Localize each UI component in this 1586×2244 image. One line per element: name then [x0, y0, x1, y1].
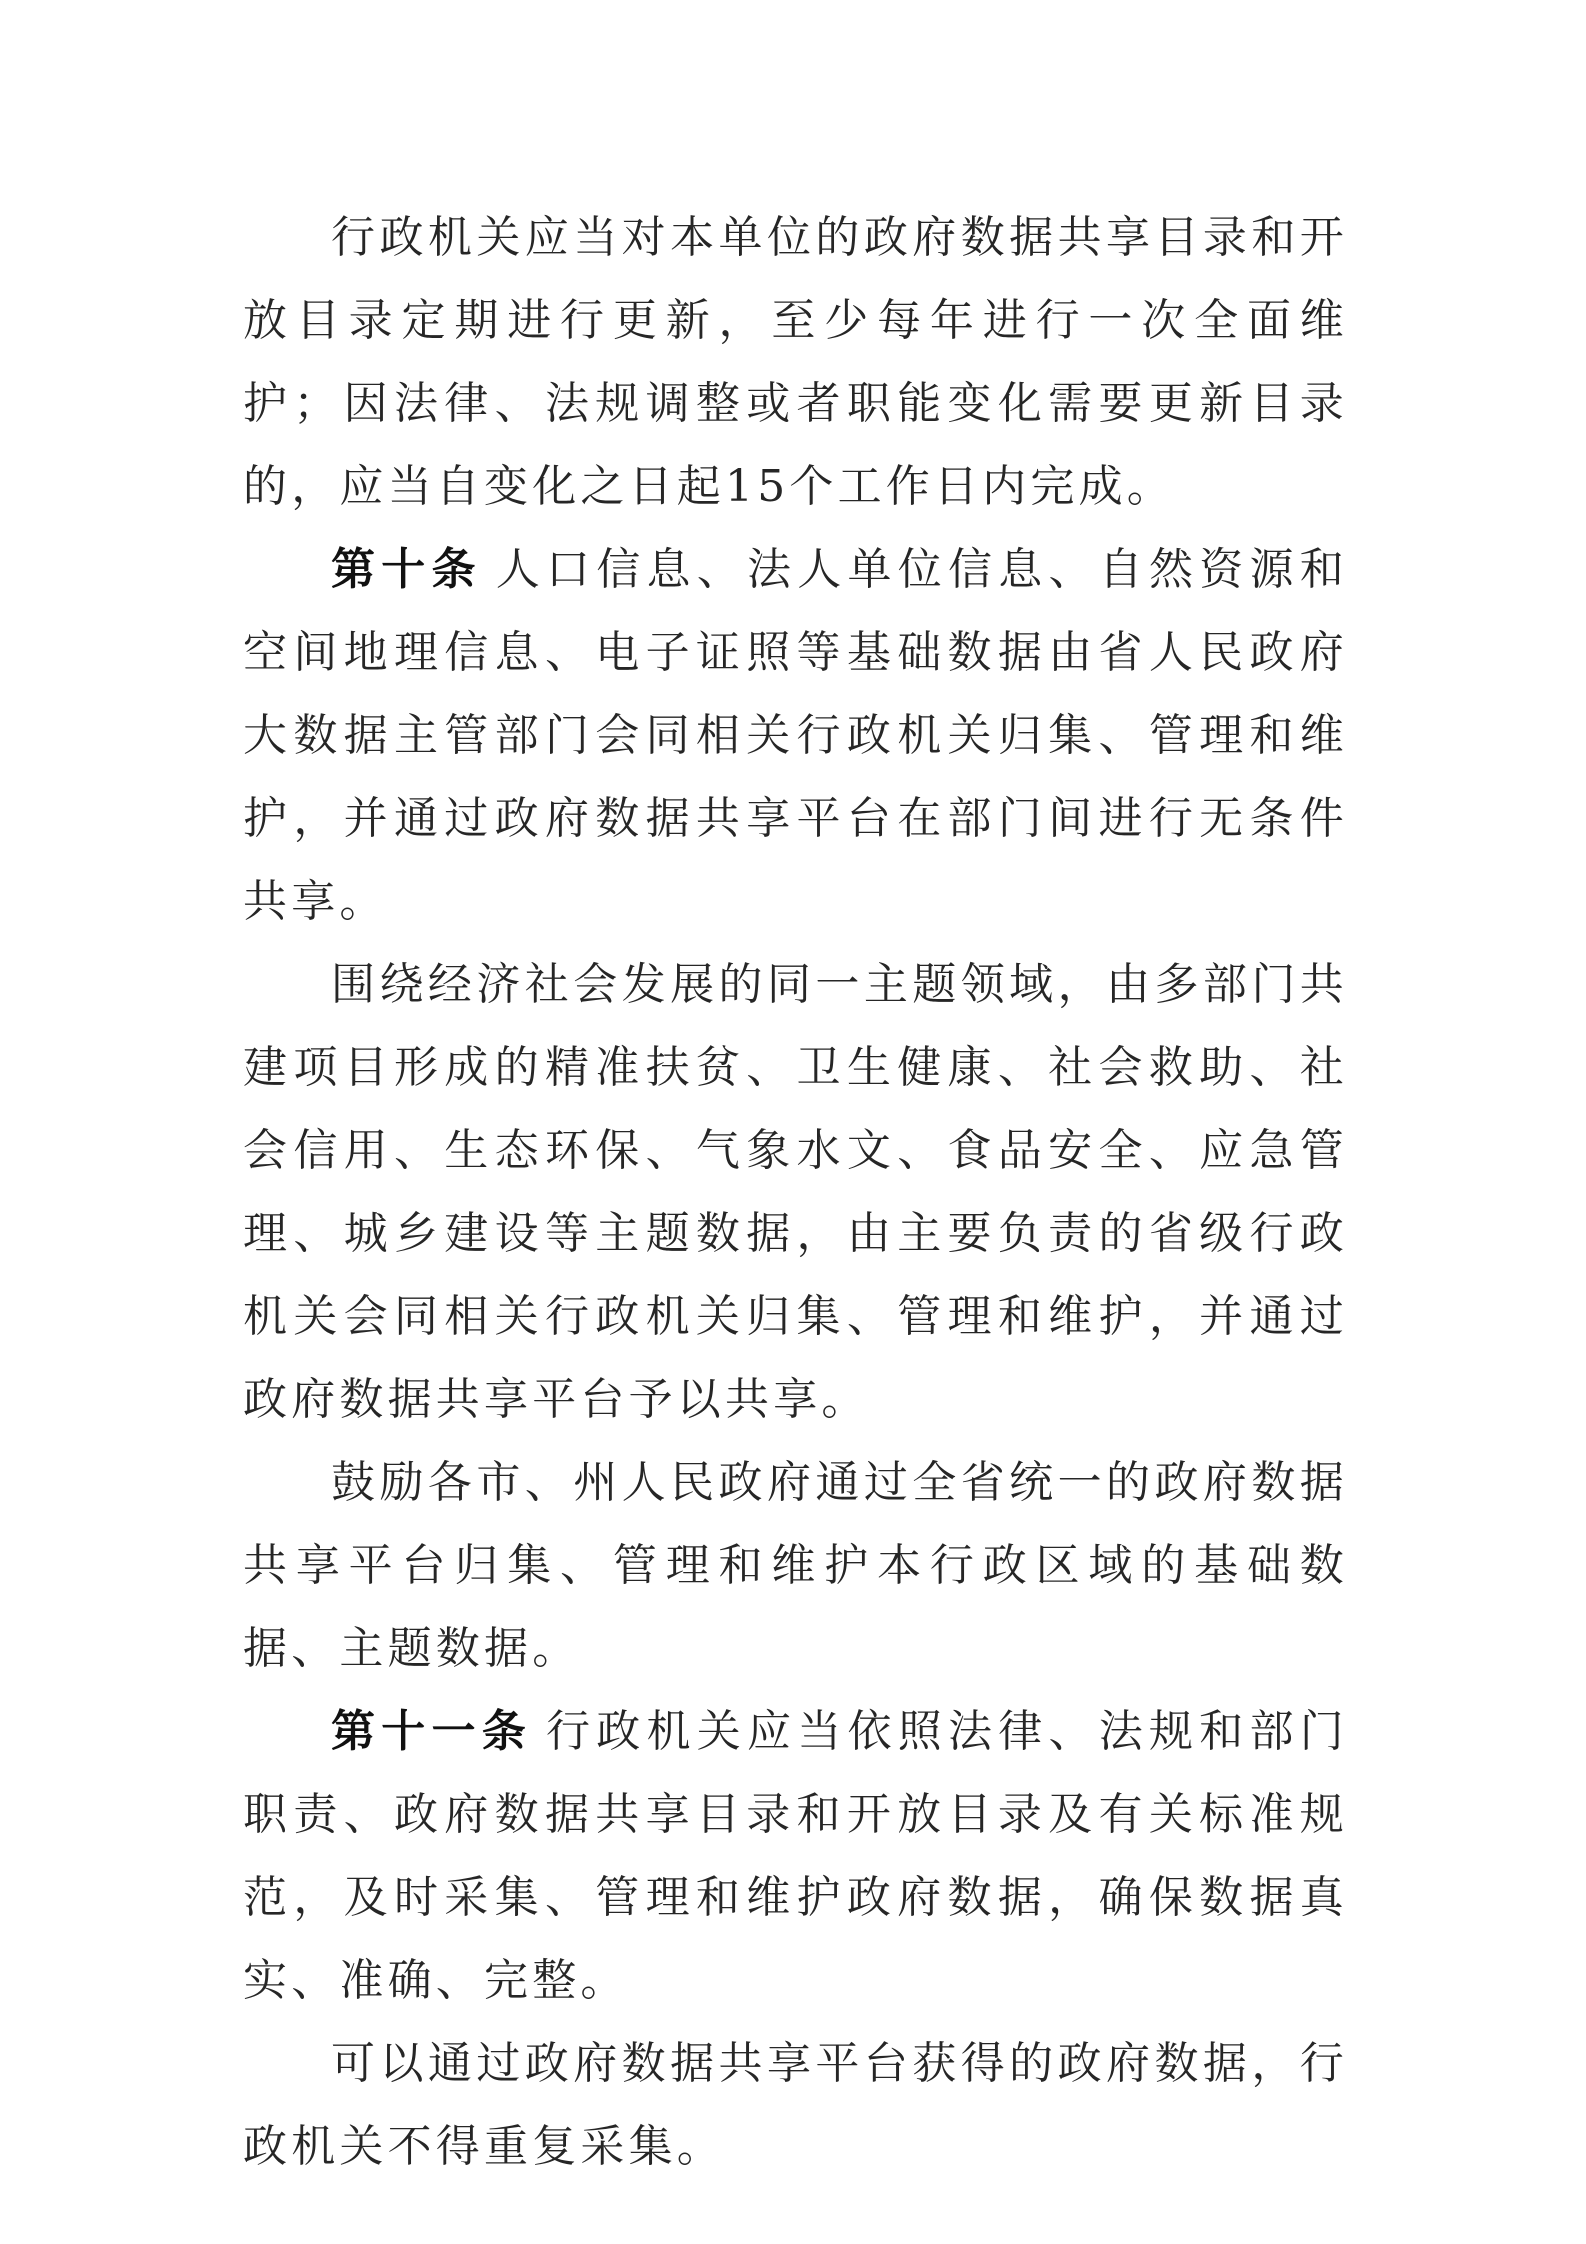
paragraph-text: 鼓励各市、州人民政府通过全省统一的政府数据共享平台归集、管理和维护本行政区域的基础数据、主题数据。	[243, 1457, 1348, 1674]
article-10-paragraph	[243, 528, 1348, 943]
paragraph-theme-data	[243, 943, 1348, 1441]
document-body	[243, 196, 1348, 2188]
article-number: 第十条	[331, 544, 482, 595]
paragraph-text: 行政机关应当对本单位的政府数据共享目录和开放目录定期进行更新，至少每年进行一次全面维护；因法律、法规调整或者职能变化需要更新目录的，应当自变化之日起15个工作日内完成。	[243, 212, 1348, 512]
article-number: 第十一条	[331, 1706, 533, 1757]
paragraph-city-encouragement	[243, 1441, 1348, 1690]
paragraph-text: 可以通过政府数据共享平台获得的政府数据，行政机关不得重复采集。	[243, 2038, 1348, 2172]
paragraph-no-duplicate-collection	[243, 2022, 1348, 2188]
paragraph-catalog-update	[243, 196, 1348, 528]
article-11-paragraph	[243, 1690, 1348, 2022]
paragraph-text: 人口信息、法人单位信息、自然资源和空间地理信息、电子证照等基础数据由省人民政府大数据主管部门会同相关行政机关归集、管理和维护，并通过政府数据共享平台在部门间进行无条件共享。	[243, 544, 1348, 927]
paragraph-text: 围绕经济社会发展的同一主题领域，由多部门共建项目形成的精准扶贫、卫生健康、社会救助、社会信用、生态环保、气象水文、食品安全、应急管理、城乡建设等主题数据，由主要负责的省级行政机关会同相关行政机关归集、管理和维护，并通过政府数据共享平台予以共享。	[243, 959, 1348, 1425]
paragraph-text: 行政机关应当依照法律、法规和部门职责、政府数据共享目录和开放目录及有关标准规范，及时采集、管理和维护政府数据，确保数据真实、准确、完整。	[243, 1706, 1348, 2006]
